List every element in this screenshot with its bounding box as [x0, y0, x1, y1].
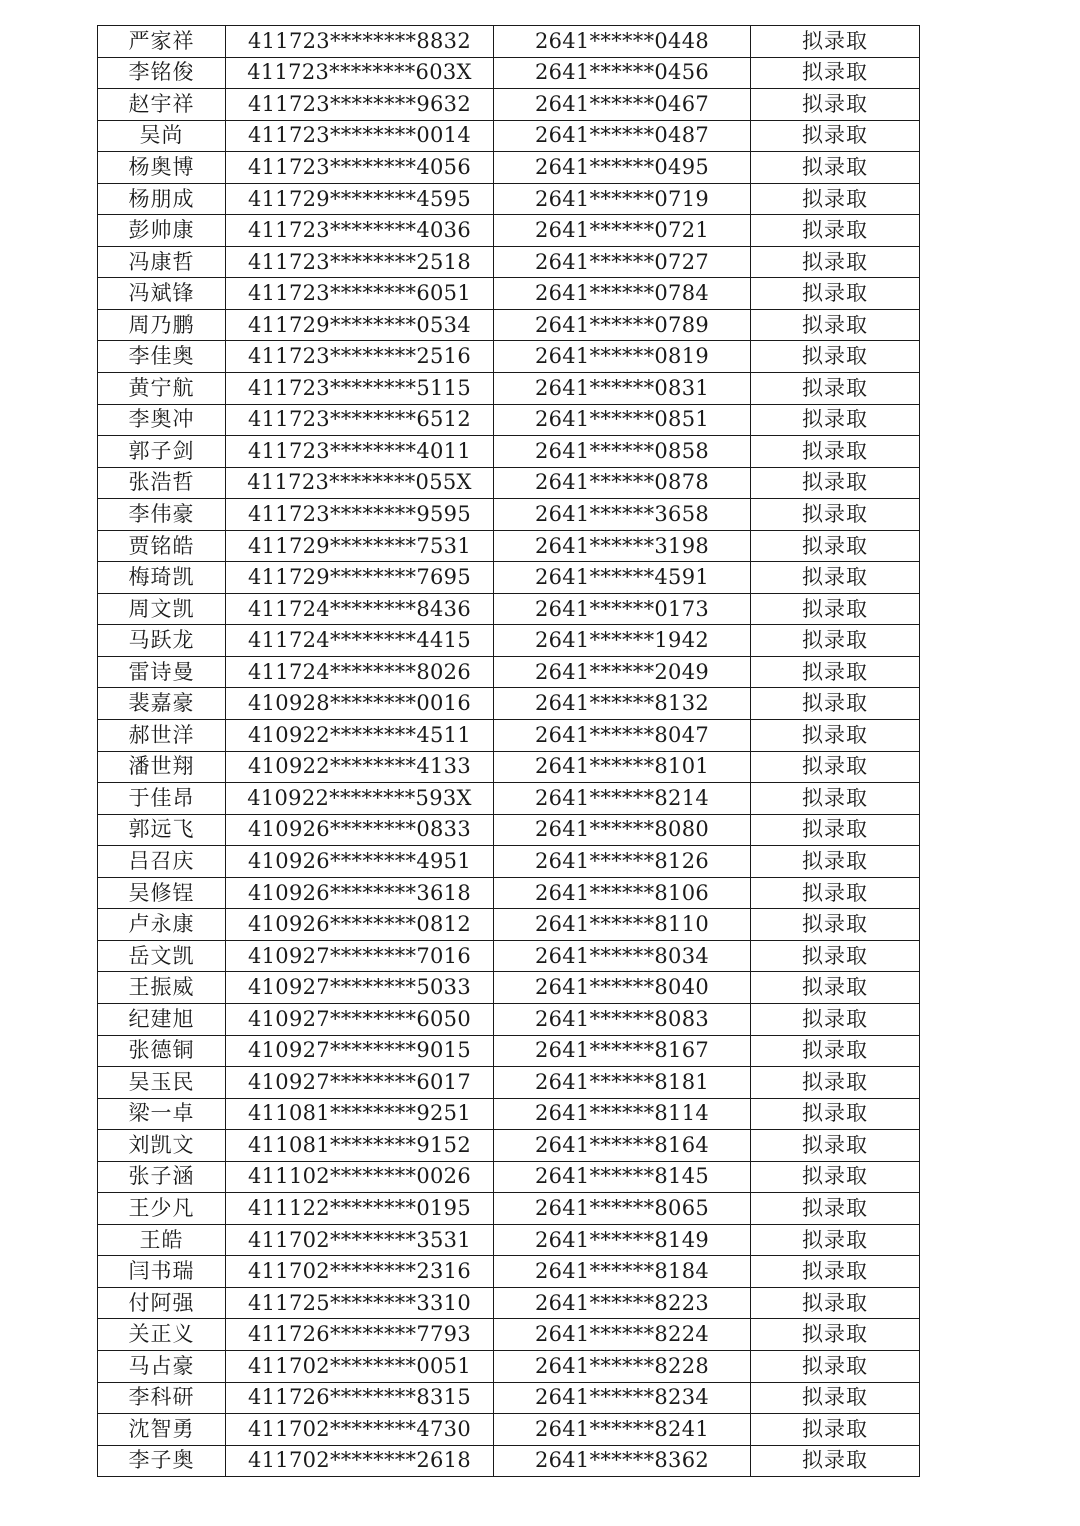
- table-row: [98, 1161, 920, 1193]
- id-number-cell: 410926********4951: [226, 846, 494, 878]
- table-row: [98, 467, 920, 499]
- id-number-cell: 411724********8026: [226, 656, 494, 688]
- id-number-cell: 411723********6512: [226, 404, 494, 436]
- table-row: [98, 562, 920, 594]
- exam-number-cell: 2641******0727: [494, 246, 751, 278]
- admission-status-cell: 拟录取: [751, 751, 920, 783]
- admission-status-cell: 拟录取: [751, 909, 920, 941]
- table-row: [98, 1130, 920, 1162]
- candidate-name-cell: 赵宇祥: [98, 89, 226, 121]
- candidate-name-cell: 王少凡: [98, 1193, 226, 1225]
- table-row: [98, 278, 920, 310]
- id-number-cell: 411723********2516: [226, 341, 494, 373]
- table-row: [98, 57, 920, 89]
- exam-number-cell: 2641******8167: [494, 1035, 751, 1067]
- id-number-cell: 411726********8315: [226, 1382, 494, 1414]
- admission-status-cell: 拟录取: [751, 1193, 920, 1225]
- exam-number-cell: 2641******8214: [494, 783, 751, 815]
- table-row: [98, 1256, 920, 1288]
- id-number-cell: 411702********2316: [226, 1256, 494, 1288]
- table-row: [98, 972, 920, 1004]
- table-row: [98, 846, 920, 878]
- candidate-name-cell: 卢永康: [98, 909, 226, 941]
- candidate-name-cell: 张德铜: [98, 1035, 226, 1067]
- exam-number-cell: 2641******8145: [494, 1161, 751, 1193]
- admission-status-cell: 拟录取: [751, 1350, 920, 1382]
- candidate-name-cell: 裴嘉豪: [98, 688, 226, 720]
- admission-status-cell: 拟录取: [751, 1287, 920, 1319]
- admission-status-cell: 拟录取: [751, 877, 920, 909]
- table-row: [98, 688, 920, 720]
- table-row: [98, 1445, 920, 1477]
- candidate-name-cell: 潘世翔: [98, 751, 226, 783]
- exam-number-cell: 2641******0858: [494, 436, 751, 468]
- candidate-name-cell: 张浩哲: [98, 467, 226, 499]
- exam-number-cell: 2641******1942: [494, 625, 751, 657]
- table-row: [98, 373, 920, 405]
- admission-status-cell: 拟录取: [751, 783, 920, 815]
- candidate-name-cell: 周文凯: [98, 593, 226, 625]
- id-number-cell: 411081********9152: [226, 1130, 494, 1162]
- admission-status-cell: 拟录取: [751, 1130, 920, 1162]
- exam-number-cell: 2641******8181: [494, 1067, 751, 1099]
- id-number-cell: 410927********9015: [226, 1035, 494, 1067]
- admission-status-cell: 拟录取: [751, 1319, 920, 1351]
- admission-status-cell: 拟录取: [751, 341, 920, 373]
- admission-status-cell: 拟录取: [751, 625, 920, 657]
- admission-status-cell: 拟录取: [751, 57, 920, 89]
- admission-status-cell: 拟录取: [751, 120, 920, 152]
- exam-number-cell: 2641******8241: [494, 1414, 751, 1446]
- table-row: [98, 1003, 920, 1035]
- exam-number-cell: 2641******0721: [494, 215, 751, 247]
- table-row: [98, 404, 920, 436]
- exam-number-cell: 2641******0487: [494, 120, 751, 152]
- table-row: [98, 1350, 920, 1382]
- admission-status-cell: 拟录取: [751, 1067, 920, 1099]
- id-number-cell: 411122********0195: [226, 1193, 494, 1225]
- candidate-name-cell: 李佳奥: [98, 341, 226, 373]
- table-row: [98, 751, 920, 783]
- table-row: [98, 152, 920, 184]
- admission-status-cell: 拟录取: [751, 1224, 920, 1256]
- candidate-name-cell: 吴尚: [98, 120, 226, 152]
- id-number-cell: 411729********0534: [226, 309, 494, 341]
- candidate-name-cell: 李铭俊: [98, 57, 226, 89]
- admission-status-cell: 拟录取: [751, 373, 920, 405]
- exam-number-cell: 2641******8114: [494, 1098, 751, 1130]
- admission-status-cell: 拟录取: [751, 720, 920, 752]
- exam-number-cell: 2641******0719: [494, 183, 751, 215]
- exam-number-cell: 2641******8040: [494, 972, 751, 1004]
- exam-number-cell: 2641******8047: [494, 720, 751, 752]
- id-number-cell: 410927********6017: [226, 1067, 494, 1099]
- candidate-name-cell: 梁一卓: [98, 1098, 226, 1130]
- table-row: [98, 1414, 920, 1446]
- id-number-cell: 411724********4415: [226, 625, 494, 657]
- admission-status-cell: 拟录取: [751, 26, 920, 58]
- id-number-cell: 411702********4730: [226, 1414, 494, 1446]
- table-row: [98, 499, 920, 531]
- exam-number-cell: 2641******0819: [494, 341, 751, 373]
- id-number-cell: 410928********0016: [226, 688, 494, 720]
- id-number-cell: 411725********3310: [226, 1287, 494, 1319]
- candidate-name-cell: 吕召庆: [98, 846, 226, 878]
- table-row: [98, 26, 920, 58]
- id-number-cell: 411723********6051: [226, 278, 494, 310]
- candidate-name-cell: 吴玉民: [98, 1067, 226, 1099]
- exam-number-cell: 2641******8126: [494, 846, 751, 878]
- candidate-name-cell: 周乃鹏: [98, 309, 226, 341]
- candidate-name-cell: 沈智勇: [98, 1414, 226, 1446]
- table-row: [98, 530, 920, 562]
- candidate-name-cell: 黄宁航: [98, 373, 226, 405]
- candidate-name-cell: 王皓: [98, 1224, 226, 1256]
- table-row: [98, 940, 920, 972]
- admission-status-cell: 拟录取: [751, 688, 920, 720]
- admission-status-cell: 拟录取: [751, 972, 920, 1004]
- admission-status-cell: 拟录取: [751, 467, 920, 499]
- table-row: [98, 1098, 920, 1130]
- admission-status-cell: 拟录取: [751, 89, 920, 121]
- candidate-name-cell: 李伟豪: [98, 499, 226, 531]
- candidate-name-cell: 贾铭皓: [98, 530, 226, 562]
- table-row: [98, 593, 920, 625]
- exam-number-cell: 2641******8101: [494, 751, 751, 783]
- candidate-name-cell: 王振威: [98, 972, 226, 1004]
- table-row: [98, 120, 920, 152]
- exam-number-cell: 2641******8149: [494, 1224, 751, 1256]
- candidate-name-cell: 郭远飞: [98, 814, 226, 846]
- exam-number-cell: 2641******0789: [494, 309, 751, 341]
- table-row: [98, 656, 920, 688]
- table-row: [98, 720, 920, 752]
- exam-number-cell: 2641******4591: [494, 562, 751, 594]
- id-number-cell: 411723********8832: [226, 26, 494, 58]
- candidate-name-cell: 郝世洋: [98, 720, 226, 752]
- table-row: [98, 1287, 920, 1319]
- id-number-cell: 411729********7531: [226, 530, 494, 562]
- admission-list-table: [97, 25, 920, 1477]
- table-row: [98, 1035, 920, 1067]
- admission-list-body: [98, 26, 920, 1477]
- candidate-name-cell: 于佳昂: [98, 783, 226, 815]
- id-number-cell: 410926********0812: [226, 909, 494, 941]
- exam-number-cell: 2641******0878: [494, 467, 751, 499]
- id-number-cell: 411702********2618: [226, 1445, 494, 1477]
- exam-number-cell: 2641******3658: [494, 499, 751, 531]
- candidate-name-cell: 李子奥: [98, 1445, 226, 1477]
- exam-number-cell: 2641******8034: [494, 940, 751, 972]
- id-number-cell: 411702********3531: [226, 1224, 494, 1256]
- candidate-name-cell: 吴修锃: [98, 877, 226, 909]
- admission-status-cell: 拟录取: [751, 1445, 920, 1477]
- admission-status-cell: 拟录取: [751, 814, 920, 846]
- admission-status-cell: 拟录取: [751, 1161, 920, 1193]
- admission-status-cell: 拟录取: [751, 846, 920, 878]
- admission-status-cell: 拟录取: [751, 656, 920, 688]
- admission-status-cell: 拟录取: [751, 1035, 920, 1067]
- table-row: [98, 1319, 920, 1351]
- table-row: [98, 183, 920, 215]
- table-row: [98, 625, 920, 657]
- admission-status-cell: 拟录取: [751, 436, 920, 468]
- id-number-cell: 411081********9251: [226, 1098, 494, 1130]
- admission-status-cell: 拟录取: [751, 309, 920, 341]
- candidate-name-cell: 郭子剑: [98, 436, 226, 468]
- id-number-cell: 410926********3618: [226, 877, 494, 909]
- candidate-name-cell: 冯斌锋: [98, 278, 226, 310]
- exam-number-cell: 2641******8362: [494, 1445, 751, 1477]
- exam-number-cell: 2641******0495: [494, 152, 751, 184]
- table-row: [98, 309, 920, 341]
- table-row: [98, 215, 920, 247]
- candidate-name-cell: 纪建旭: [98, 1003, 226, 1035]
- admission-status-cell: 拟录取: [751, 1003, 920, 1035]
- exam-number-cell: 2641******8223: [494, 1287, 751, 1319]
- table-row: [98, 89, 920, 121]
- candidate-name-cell: 李科研: [98, 1382, 226, 1414]
- admission-status-cell: 拟录取: [751, 1382, 920, 1414]
- table-row: [98, 814, 920, 846]
- exam-number-cell: 2641******3198: [494, 530, 751, 562]
- candidate-name-cell: 彭帅康: [98, 215, 226, 247]
- id-number-cell: 411723********9595: [226, 499, 494, 531]
- exam-number-cell: 2641******8080: [494, 814, 751, 846]
- id-number-cell: 410922********4133: [226, 751, 494, 783]
- table-row: [98, 246, 920, 278]
- admission-status-cell: 拟录取: [751, 278, 920, 310]
- candidate-name-cell: 岳文凯: [98, 940, 226, 972]
- admission-status-cell: 拟录取: [751, 152, 920, 184]
- table-row: [98, 909, 920, 941]
- id-number-cell: 411723********9632: [226, 89, 494, 121]
- admission-status-cell: 拟录取: [751, 404, 920, 436]
- admission-status-cell: 拟录取: [751, 593, 920, 625]
- id-number-cell: 410926********0833: [226, 814, 494, 846]
- id-number-cell: 411724********8436: [226, 593, 494, 625]
- admission-status-cell: 拟录取: [751, 1256, 920, 1288]
- id-number-cell: 411726********7793: [226, 1319, 494, 1351]
- admission-status-cell: 拟录取: [751, 183, 920, 215]
- exam-number-cell: 2641******0456: [494, 57, 751, 89]
- candidate-name-cell: 严家祥: [98, 26, 226, 58]
- exam-number-cell: 2641******0784: [494, 278, 751, 310]
- id-number-cell: 411729********7695: [226, 562, 494, 594]
- candidate-name-cell: 马跃龙: [98, 625, 226, 657]
- id-number-cell: 411723********4036: [226, 215, 494, 247]
- table-row: [98, 877, 920, 909]
- exam-number-cell: 2641******8234: [494, 1382, 751, 1414]
- candidate-name-cell: 雷诗曼: [98, 656, 226, 688]
- table-row: [98, 1067, 920, 1099]
- exam-number-cell: 2641******8065: [494, 1193, 751, 1225]
- candidate-name-cell: 李奥冲: [98, 404, 226, 436]
- admission-status-cell: 拟录取: [751, 1098, 920, 1130]
- admission-status-cell: 拟录取: [751, 940, 920, 972]
- id-number-cell: 411723********4056: [226, 152, 494, 184]
- candidate-name-cell: 杨朋成: [98, 183, 226, 215]
- table-row: [98, 436, 920, 468]
- exam-number-cell: 2641******0851: [494, 404, 751, 436]
- table-row: [98, 1382, 920, 1414]
- exam-number-cell: 2641******0448: [494, 26, 751, 58]
- exam-number-cell: 2641******8184: [494, 1256, 751, 1288]
- exam-number-cell: 2641******8106: [494, 877, 751, 909]
- exam-number-cell: 2641******8164: [494, 1130, 751, 1162]
- candidate-name-cell: 付阿强: [98, 1287, 226, 1319]
- id-number-cell: 411729********4595: [226, 183, 494, 215]
- admission-status-cell: 拟录取: [751, 215, 920, 247]
- table-row: [98, 341, 920, 373]
- candidate-name-cell: 刘凯文: [98, 1130, 226, 1162]
- admission-status-cell: 拟录取: [751, 1414, 920, 1446]
- table-row: [98, 783, 920, 815]
- id-number-cell: 410922********4511: [226, 720, 494, 752]
- id-number-cell: 411702********0051: [226, 1350, 494, 1382]
- id-number-cell: 410927********5033: [226, 972, 494, 1004]
- id-number-cell: 411723********0014: [226, 120, 494, 152]
- id-number-cell: 410927********6050: [226, 1003, 494, 1035]
- exam-number-cell: 2641******8132: [494, 688, 751, 720]
- exam-number-cell: 2641******8224: [494, 1319, 751, 1351]
- exam-number-cell: 2641******8083: [494, 1003, 751, 1035]
- id-number-cell: 411723********603X: [226, 57, 494, 89]
- exam-number-cell: 2641******0831: [494, 373, 751, 405]
- exam-number-cell: 2641******2049: [494, 656, 751, 688]
- admission-status-cell: 拟录取: [751, 562, 920, 594]
- table-row: [98, 1224, 920, 1256]
- id-number-cell: 411723********5115: [226, 373, 494, 405]
- admission-status-cell: 拟录取: [751, 530, 920, 562]
- candidate-name-cell: 杨奥博: [98, 152, 226, 184]
- table-row: [98, 1193, 920, 1225]
- exam-number-cell: 2641******0467: [494, 89, 751, 121]
- candidate-name-cell: 关正义: [98, 1319, 226, 1351]
- id-number-cell: 410927********7016: [226, 940, 494, 972]
- candidate-name-cell: 张子涵: [98, 1161, 226, 1193]
- candidate-name-cell: 闫书瑞: [98, 1256, 226, 1288]
- exam-number-cell: 2641******8228: [494, 1350, 751, 1382]
- id-number-cell: 410922********593X: [226, 783, 494, 815]
- exam-number-cell: 2641******0173: [494, 593, 751, 625]
- id-number-cell: 411723********4011: [226, 436, 494, 468]
- exam-number-cell: 2641******8110: [494, 909, 751, 941]
- id-number-cell: 411723********2518: [226, 246, 494, 278]
- id-number-cell: 411723********055X: [226, 467, 494, 499]
- candidate-name-cell: 马占豪: [98, 1350, 226, 1382]
- id-number-cell: 411102********0026: [226, 1161, 494, 1193]
- admission-status-cell: 拟录取: [751, 499, 920, 531]
- candidate-name-cell: 冯康哲: [98, 246, 226, 278]
- candidate-name-cell: 梅琦凯: [98, 562, 226, 594]
- admission-status-cell: 拟录取: [751, 246, 920, 278]
